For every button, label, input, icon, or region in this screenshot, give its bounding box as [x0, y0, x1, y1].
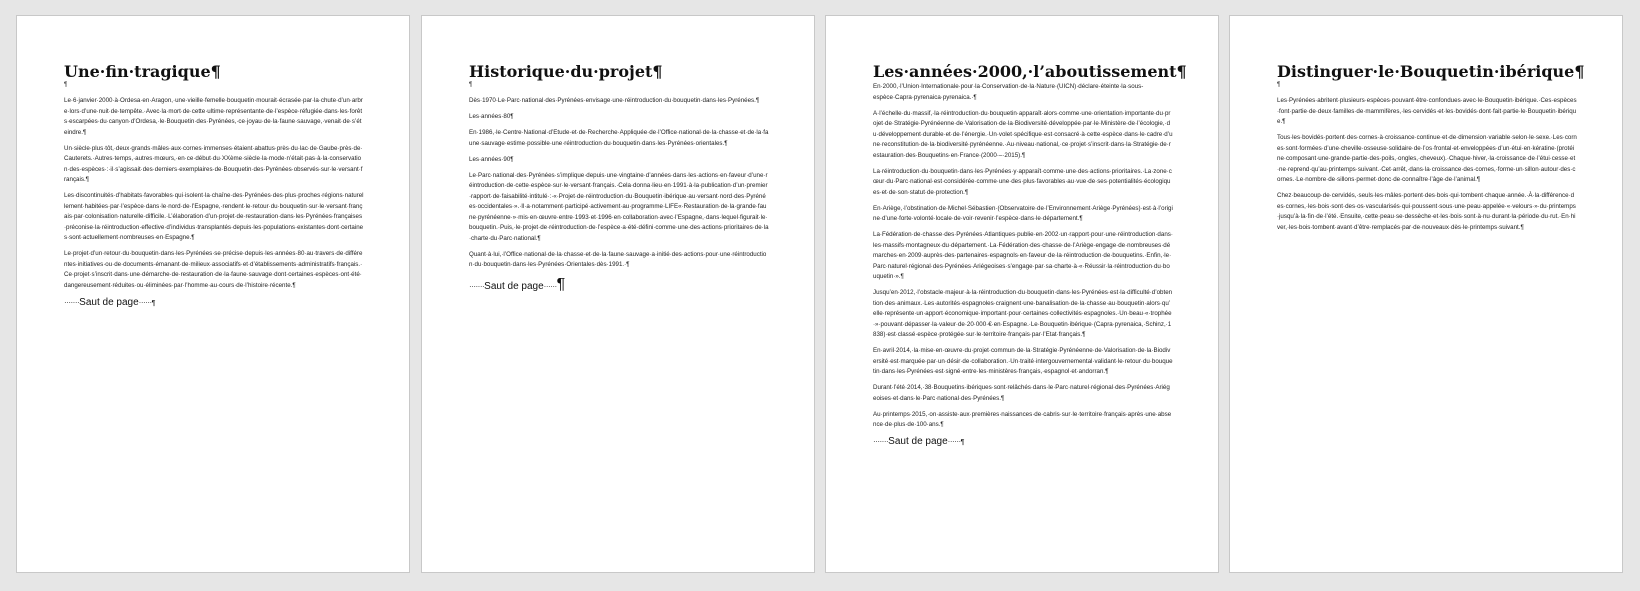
paragraph: En·Ariège,·l’obstination·de·Michel·Sébastien·(Observatoire·de·l’Environnement·Ariège·Pyrénées)·est·à·l’origine·d’une·forte·volonté·locale·de·voir·revenir·l’espèce·dans·le·département.¶ [873, 204, 1173, 222]
page-title: Les·années·2000,·l’aboutissement¶ [873, 62, 1187, 81]
page-title: Distinguer·le·Bouquetin·ibérique¶ [1277, 62, 1585, 81]
paragraph: Durant·l’été·2014,·38·Bouquetins·ibériques·sont·relâchés·dans·le·Parc·naturel·régional·des·Pyrénées·Ariégeoises·et·dans·le·Parc·national·des·Pyrénées.¶ [873, 384, 1170, 402]
page-title: Une·fin·tragique¶ [64, 62, 221, 81]
paragraph: En·avril·2014,·la·mise·en·œuvre·du·projet·commun·de·la·Stratégie·Pyrénéenne·de·Valorisation·de·la·Biodiversité·est·marquée·par·un·désir·de·collaboration.·Un·traité·intergouvernemental·validant·le·retour·du·bouquetin·dans·les·Pyrénées·est·signé·entre·les·ministères·français,·espagnol·et·andorran.¶ [873, 347, 1173, 375]
page-content [1277, 62, 1585, 239]
page-content [469, 62, 769, 294]
page-break-label: Saut de page [79, 296, 139, 308]
paragraph-mark: ¶ [1277, 82, 1281, 88]
page-break-dots: ······· [64, 297, 80, 307]
page-break-dots: ······· [873, 437, 889, 446]
document-page-4[interactable] [1229, 15, 1623, 573]
paragraph: Les·années·90¶ [469, 155, 514, 163]
paragraph: Les·années·80¶ [469, 113, 514, 120]
page-title: Historique·du·projet¶ [469, 62, 663, 81]
paragraph: En·1986,·le·Centre·National·d’Etude·et·de·Recherche·Appliquée·de·l’Office·national·de·la·chasse·et·de·la·faune·sauvage·estime·possible·une·réintroduction·du·bouquetin·dans·les·Pyrénées·orientales.¶ [469, 129, 769, 147]
paragraph-mark: ¶ [151, 299, 156, 307]
paragraph: Quant·à·lui,·l’Office·national·de·la·chasse·et·de·la·faune·sauvage·a·initié·des·actions·pour·une·réintroduction·du·bouquetin·dans·les·Pyrénées·Orientales·dès·1991.·¶ [469, 250, 767, 268]
paragraph-mark: ¶ [960, 439, 965, 446]
paragraph: La·Fédération·de·chasse·des·Pyrénées·Atlantiques·publie·en·2002·un·rapport·pour·une·réintroduction·dans·les·massifs·montagneux·du·département.·La·Fédération·des·chasse·de·l’Ariège·engage·de·nombreuses·démarches·en·2009·auprès·des·partenaires·espagnols·en·faveur·de·la·réintroduction·de·bouquetins.·Enfin,·le·Parc·naturel·régional·des·Pyrénées·Ariégeoises·s’engage·par·sa·charte·à·«·Réussir·la·réintroduction·du·bouquetin·».¶ [873, 231, 1173, 280]
paragraph: En·2000,·l’Union·Internationale·pour·la·Conservation·de·la·Nature·(UICN)·déclare·éteinte·la·sous-espèce·Capra·pyrenaica·pyrenaica.·¶ [873, 83, 1144, 101]
paragraph: Le·6·janvier·2000·à·Ordesa·en·Aragon,·une·vieille·femelle·bouquetin·mourait·écrasée·par·la·chute·d’un·arbre·lors·d’une·nuit·de·tempête.·Avec·la·mort·de·cette·ultime·représentante·de·l’espèce·réfugiée·dans·les·forêts·escarpées·du·canyon·d’Ordesa,·le·Bouquetin·des·Pyrénées,·ce·joyau·de·la·faune·sauvage,·venait·de·s’éteindre.¶ [64, 97, 363, 136]
paragraph: A·l’échelle·du·massif,·la·réintroduction·du·bouquetin·apparaît·alors·comme·une·orientation·importante·du·projet·de·Stratégie·Pyrénéenne·de·Valorisation·de·la·Biodiversité·développée·par·le·Ministère·de·l’écologie,·du·développement·durable·et·de·l’énergie.·Un·volet·spécifique·est·consacré·à·cette·espèce·dans·le·cadre·d’une·reconstitution·de·la·biodiversité·pyrénéenne.·Au·niveau·national,·ce·projet·s’inscrit·dans·la·Stratégie·de·restauration·des·Bouquetins·en·France·(2000·–·2015).¶ [873, 109, 1173, 159]
paragraph: Au·printemps·2015,·on·assiste·aux·premières·naissances·de·cabris·sur·le·territoire·français·après·une·absence·de·plus·de·100·ans.¶ [873, 410, 1172, 428]
page-break-marker [64, 297, 364, 308]
document-page-3[interactable] [825, 15, 1219, 573]
paragraph: Tous·les·bovidés·portent·des·cornes·à·croissance·continue·et·de·dimension·variable·selon·le·sexe.·Les·cornes·sont·formées·d’une·cheville·osseuse·solidaire·de·l’os·frontal·et·enveloppées·d’un·étui·en·kératine·(protéine·composant·une·grande·partie·des·poils,·ongles,·cheveux).·Chaque·hiver,·la·croissance·de·l’étui·cesse·et·ne·reprend·qu’au·printemps·suivant.·Cet·arrêt,·dans·la·croissance·des·cornes,·forme·un·sillon·autour·des·cornes.·Le·nombre·de·sillons·permet·donc·de·connaître·l’âge·de·l’animal.¶ [1277, 134, 1577, 183]
paragraph: Les·Pyrénées·abritent·plusieurs·espèces·pouvant·être·confondues·avec·le·Bouquetin·ibérique.·Ces·espèces·font·partie·de·deux·familles·de·mammifères,·les·cervidés·et·les·bovidés·dont·fait·partie·le·Bouquetin·ibérique.¶ [1277, 97, 1577, 125]
page-break-dots: ······ [543, 282, 557, 291]
document-page-2[interactable] [421, 15, 815, 573]
page-break-dots: ······ [947, 437, 961, 446]
page-content [873, 62, 1187, 447]
page-break-marker [469, 276, 769, 294]
paragraph-mark: ¶ [64, 82, 68, 88]
paragraph: La·réintroduction·du·bouquetin·dans·les·Pyrénées·y·apparaît·comme·une·des·actions·prioritaires.·La·zone·cœur·du·Parc·national·est·considérée·comme·une·des·plus·favorables·au·vue·de·ses·potentialités·écologiques·et·de·son·statut·de·protection.¶ [873, 167, 1172, 196]
paragraph: Les·discontinuités·d’habitats·favorables·qui·isolent·la·chaîne·des·Pyrénées·des·plus·proches·régions·naturellement·habitées·par·l’espèce·dans·le·nord·de·l’Espagne,·rendent·le·retour·du·bouquetin·sur·le·versant·français·par·colonisation·naturelle·difficile.·L’élaboration·d’un·projet·de·restauration·dans·les·Pyrénées·françaises·préconise·la·réintroduction·effective·d’individus·transplantés·depuis·les·populations·existantes·dont·certaines·sont·actuellement·nombreuses·en·Espagne.¶ [64, 192, 364, 241]
paragraph: Un·siècle·plus·tôt,·deux·grands·mâles·aux·cornes·immenses·étaient·abattus·près·du·lac·de·Gaube·près·de·Cauterets.·Autres·temps,·autres·mœurs,·en·ce·début·du·XXème·siècle·la·mode·n’était·pas·à·la·conservation·des·espèces·:·il·s’agissait·des·derniers·exemplaires·de·Bouquetin·des·Pyrénées·observés·sur·le·versant·français.¶ [64, 144, 363, 183]
page-break-label: Saut de page [888, 436, 948, 447]
paragraph: Dès·1970·Le·Parc·national·des·Pyrénées·envisage·une·réintroduction·du·bouquetin·dans·les·Pyrénées.¶ [469, 97, 760, 104]
page-break-dots: ······ [138, 297, 152, 307]
document-page-1[interactable] [16, 15, 410, 573]
page-break-label: Saut de page [484, 281, 544, 292]
page-break-marker [873, 436, 1173, 447]
paragraph: Le·Parc·national·des·Pyrénées·s’implique·depuis·une·vingtaine·d’années·dans·les·actions·en·faveur·d’une·réintroduction·de·cette·espèce·sur·le·versant·français.·Cela·donna·lieu·en·1991·à·la·publication·d’un·premier·rapport·de·faisabilité·intitulé·:·«·Projet·de·réintroduction·du·Bouquetin·ibérique·au·versant·nord·des·Pyrénées·occidentales·».·Il·a·notamment·participé·activement·au·programme·LIFE«·Restauration·de·la·grande·faune·pyrénéenne·»·mis·en·œuvre·entre·1993·et·1996·en·collaboration·avec·l’Espagne,·dans·lequel·figurait·le·bouquetin.·Puis,·le·projet·de·réintroduction·de·l’espèce·a·été·défini·comme·une·des·actions·prioritaires·de·la·charte·du·Parc·national.¶ [469, 171, 769, 242]
page-content [64, 62, 364, 308]
paragraph-mark: ¶ [469, 82, 473, 88]
paragraph: Chez·beaucoup·de·cervidés,·seuls·les·mâles·portent·des·bois·qui·tombent·chaque·année.·À·la·différence·des·cornes,·les·bois·sont·des·os·vascularisés·qui·poussent·sous·une·peau·appelée·«·velours·»·du·printemps·jusqu’à·la·fin·de·l’été.·Ensuite,·cette·peau·se·dessèche·et·les·bois·sont·à·nu·durant·la·période·du·rut.·En·hiver,·les·bois·tombent·avant·d’être·remplacés·par·de·nouveaux·dès·le·printemps·suivant.¶ [1277, 192, 1576, 231]
paragraph: Jusqu’en·2012,·l’obstacle·majeur·à·la·réintroduction·du·bouquetin·dans·les·Pyrénées·est·la·difficulté·d’obtention·des·animaux.·Les·autorités·espagnoles·craignent·une·banalisation·de·la·chasse·au·bouquetin·alors·qu’elle·représente·un·apport·économique·important·pour·certaines·collectivités·espagnoles.·Un·beau·«·trophée·»·pouvant·dépasser·la·valeur·de·20·000·€·en·Espagne.·Le·Bouquetin·ibérique·(Capra·pyrenaica,·Schinz,·1838)·est·classé·espèce·protégée·sur·le·territoire·français·par·l’Etat·français.¶ [873, 289, 1173, 338]
paragraph: Le·projet·d’un·retour·du·bouquetin·dans·les·Pyrénées·se·précise·depuis·les·années·80·au·travers·de·différentes·initiatives·ou·de·documents·émanant·de·milieux·associatifs·et·d’établissements·administratifs·français.·Ce·projet·s’inscrit·dans·une·démarche·de·restauration·de·la·faune·sauvage·dont·certaines·espèces·ont·été·dangereusement·réduites·ou·éliminées·par·l’homme·au·cours·de·l’histoire·récente.¶ [64, 250, 363, 289]
page-break-dots: ······· [469, 282, 485, 291]
paragraph-mark: ¶ [556, 276, 566, 293]
